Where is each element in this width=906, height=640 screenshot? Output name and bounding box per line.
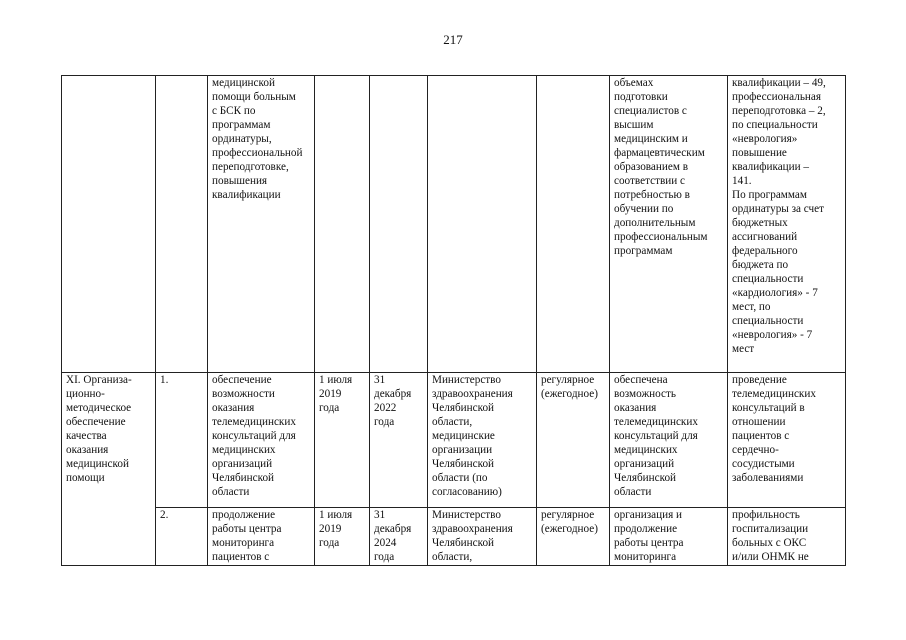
result-text: объемах подготовки специалистов с высшим медицинским и фармацевтическим образованием в соответствии с потребностью в обучении по дополнительным профессиональным программам (614, 77, 708, 257)
cell-result (610, 76, 728, 373)
table-row (62, 508, 846, 566)
cell-number (156, 76, 208, 373)
cell-executor (428, 508, 537, 566)
cell-indicator (728, 76, 846, 373)
cell-section (62, 76, 156, 373)
cell-end-date (370, 508, 428, 566)
result-text: обеспечена возможность оказания телемедицинских консультаций для медицинских организаций Челябинской области (614, 374, 698, 498)
indicator-text: квалификации – 49, профессиональная переподготовка – 2, по специальности «неврология» повышение квалификации – 141. По программам ординатуры за счет бюджетных ассигнований федерального бюджета по специальности «кардиология» - 7 мест, по специальности «неврология» - 7 мест (732, 77, 826, 355)
cell-end-date (370, 373, 428, 508)
executor-text: Министерство здравоохранения Челябинской области, медицинские организации Челябинской области (по согласованию) (432, 374, 513, 498)
start-date: 1 июля 2019 года (319, 374, 353, 414)
cell-number (156, 508, 208, 566)
result-text: организация и продолжение работы центра мониторинга (614, 509, 684, 563)
cell-executor (428, 76, 537, 373)
cell-indicator (728, 508, 846, 566)
cell-frequency (537, 76, 610, 373)
table-row (62, 373, 846, 508)
frequency-text: регулярное (ежегодное) (541, 509, 598, 535)
page-number: 217 (443, 32, 463, 47)
cell-executor (428, 373, 537, 508)
cell-task (208, 508, 315, 566)
table-row-continuation (62, 76, 846, 373)
row-number: 1. (160, 374, 169, 386)
frequency-text: регулярное (ежегодное) (541, 374, 598, 400)
cell-task (208, 373, 315, 508)
indicator-text: профильность госпитализации больных с ОКС и/или ОНМК не (732, 509, 809, 563)
cell-frequency (537, 508, 610, 566)
cell-end-date (370, 76, 428, 373)
cell-result (610, 508, 728, 566)
cell-section-title (62, 373, 156, 566)
end-date: 31 декабря 2022 года (374, 374, 412, 428)
executor-text: Министерство здравоохранения Челябинской области, (432, 509, 513, 563)
task-text: обеспечение возможности оказания телемедицинских консультаций для медицинских организаций Челябинской области (212, 374, 296, 498)
cell-frequency (537, 373, 610, 508)
cell-indicator (728, 373, 846, 508)
cell-number (156, 373, 208, 508)
measures-table (61, 75, 846, 566)
indicator-text: проведение телемедицинских консультаций в отношении пациентов с сердечно- сосудистыми заболеваниями (732, 374, 816, 484)
cell-start-date (315, 508, 370, 566)
cell-start-date (315, 373, 370, 508)
task-text: продолжение работы центра мониторинга пациентов с (212, 509, 282, 563)
start-date: 1 июля 2019 года (319, 509, 353, 549)
cell-task (208, 76, 315, 373)
section-title: XI. Организа- ционно- методическое обеспечение качества оказания медицинской помощи (66, 374, 132, 484)
cell-start-date (315, 76, 370, 373)
cell-result (610, 373, 728, 508)
task-text: медицинской помощи больным с БСК по программам ординатуры, профессиональной переподготовке, повышения квалификации (212, 77, 303, 201)
end-date: 31 декабря 2024 года (374, 509, 412, 563)
row-number: 2. (160, 509, 169, 521)
